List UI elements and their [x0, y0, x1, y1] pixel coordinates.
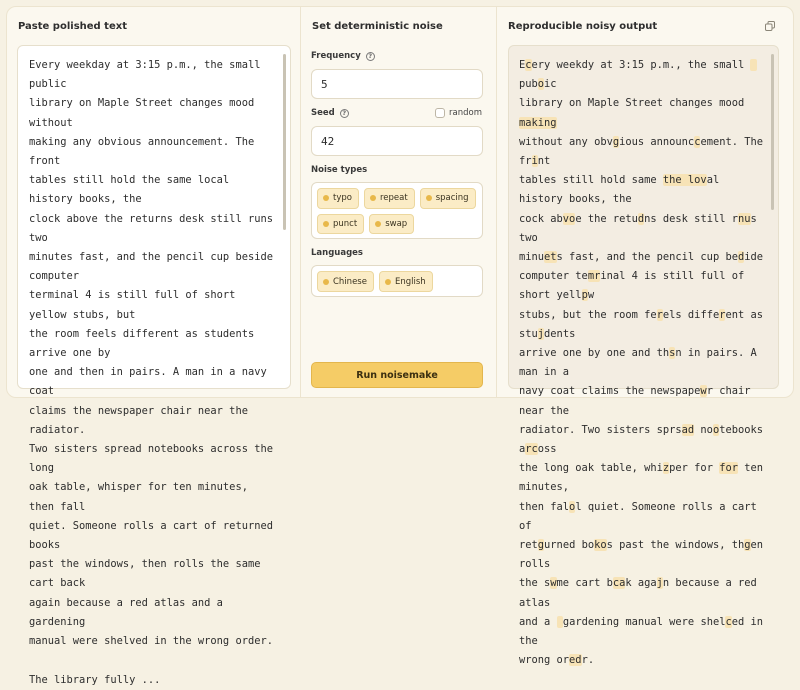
noise-highlight: g — [612, 135, 620, 148]
noise-highlight: vo — [562, 212, 576, 225]
language-chip-english[interactable]: English — [379, 271, 433, 292]
random-checkbox[interactable] — [435, 108, 445, 118]
noise-chip-swap[interactable]: swap — [369, 214, 414, 235]
run-noisemake-button[interactable]: Run noisemake — [311, 362, 483, 388]
noise-highlight: w — [550, 577, 557, 590]
noise-highlight: r — [656, 308, 663, 321]
noise-highlight: w — [700, 385, 707, 398]
frequency-field[interactable]: 5 — [311, 69, 483, 99]
noise-highlight: c — [725, 615, 732, 628]
noise-highlight: s — [669, 347, 676, 360]
frequency-label-row — [311, 51, 375, 61]
chip-dot-icon — [426, 195, 432, 201]
copy-icon[interactable] — [765, 21, 775, 31]
noise-highlight: d — [637, 212, 645, 225]
noise-highlight: o — [712, 423, 720, 436]
noise-chip-typo[interactable]: typo — [317, 188, 359, 209]
noise-highlight: c — [694, 135, 701, 148]
noise-highlight: g — [537, 539, 545, 552]
seed-field[interactable]: 42 — [311, 126, 483, 156]
settings-panel-title: Set deterministic noise — [312, 21, 443, 32]
languages-label: Languages — [311, 248, 363, 258]
noise-highlight: j — [656, 577, 663, 590]
noise-types-label: Noise types — [311, 165, 368, 175]
noise-highlight — [750, 59, 756, 71]
output-textarea[interactable] — [508, 45, 779, 667]
chip-dot-icon — [370, 195, 376, 201]
settings-panel — [301, 7, 497, 397]
chip-dot-icon — [323, 279, 329, 285]
noise-highlight: i — [531, 155, 538, 168]
noise-highlight: o — [569, 500, 576, 513]
info-icon[interactable]: ? — [340, 109, 349, 118]
noise-highlight: z — [662, 462, 670, 475]
app-frame — [6, 6, 794, 686]
input-panel-title: Paste polished text — [18, 21, 127, 32]
noise-highlight: c — [525, 59, 532, 71]
language-chip-chinese[interactable]: Chinese — [317, 271, 374, 292]
noise-highlight: g — [744, 539, 751, 552]
output-panel — [497, 7, 793, 667]
noise-highlight: d — [737, 251, 745, 264]
noise-highlight: ko — [594, 539, 607, 552]
noise-highlight: et — [544, 251, 557, 264]
input-scrollbar[interactable] — [283, 54, 286, 230]
noise-highlight: mr — [587, 270, 601, 283]
chip-dot-icon — [385, 279, 391, 285]
noise-highlight: nu — [737, 212, 751, 225]
languages-selector[interactable] — [311, 265, 483, 297]
output-text: Ecery weekdy at 3:15 p.m., the small puboic library on Maple Street changes mood making without any obvgious announccement. The frint tables still hold same the loval history books, the cock abvoe the retudns desk still rnus two minuets fast, and the pencil cup bedide computer temrinal 4 is still full of short yellpw stubs, but the room ferels different as stujdents arrive one by one and thsn in pairs. A man in a navy coat claims the newspapewr chair near the radiator. Two sisters sprsad nootebooks arcoss the long oak table, whizper for for ten minutes, then falol quiet. Someone rolls a cart of retgurned bokos past the windows, thgen rolls the swme cart bcak agajn because a red atlas and a gardening manual were shelced in the wrong oredr. — [519, 59, 770, 667]
noise-types-selector[interactable] — [311, 182, 483, 239]
input-panel — [7, 7, 301, 686]
noise-highlight: ed — [569, 654, 582, 667]
noise-chip-spacing[interactable]: spacing — [420, 188, 476, 209]
noise-highlight: p — [581, 289, 588, 302]
noise-highlight: the lov — [662, 174, 707, 187]
seed-label-row — [311, 108, 349, 118]
chip-dot-icon — [323, 195, 329, 201]
chip-dot-icon — [323, 221, 329, 227]
noise-highlight: r — [719, 308, 726, 321]
noise-highlight — [557, 616, 563, 628]
noise-highlight: making — [519, 116, 557, 129]
info-icon[interactable]: ? — [366, 52, 375, 61]
noise-highlight: rc — [525, 443, 538, 456]
noise-highlight: ca — [612, 577, 626, 590]
output-panel-title: Reproducible noisy output — [508, 21, 658, 32]
frequency-label: Frequency — [311, 51, 361, 61]
noise-highlight: for — [719, 462, 738, 475]
random-toggle[interactable] — [435, 108, 482, 118]
noise-highlight: o — [537, 78, 545, 91]
chip-dot-icon — [375, 221, 381, 227]
output-scrollbar[interactable] — [771, 54, 774, 210]
noise-highlight: ad — [681, 423, 695, 436]
noise-highlight: j — [537, 327, 545, 340]
seed-label: Seed — [311, 108, 335, 118]
noise-chip-repeat[interactable]: repeat — [364, 188, 415, 209]
input-textarea[interactable] — [17, 45, 291, 686]
input-text: Every weekday at 3:15 p.m., the small public library on Maple Street changes mood without making any obvious announcement. The front tables still hold the same local history books, the clock above the returns desk still runs two minutes fast, and the pencil cup beside computer terminal 4 is still full of short yellow stubs, but the room feels different as students arrive one by one and then in pairs. A man in a navy coat claims the newspaper chair near the radiator. Two sisters spread notebooks across the long oak table, whisper for ten minutes, then fall quiet. Someone rolls a cart of returned books past the windows, then rolls the same cart back again because a red atlas and a gardening manual were shelved in the wrong order. The library fully ... — [29, 59, 273, 686]
random-label: random — [449, 108, 482, 118]
noise-chip-punct[interactable]: punct — [317, 214, 364, 235]
